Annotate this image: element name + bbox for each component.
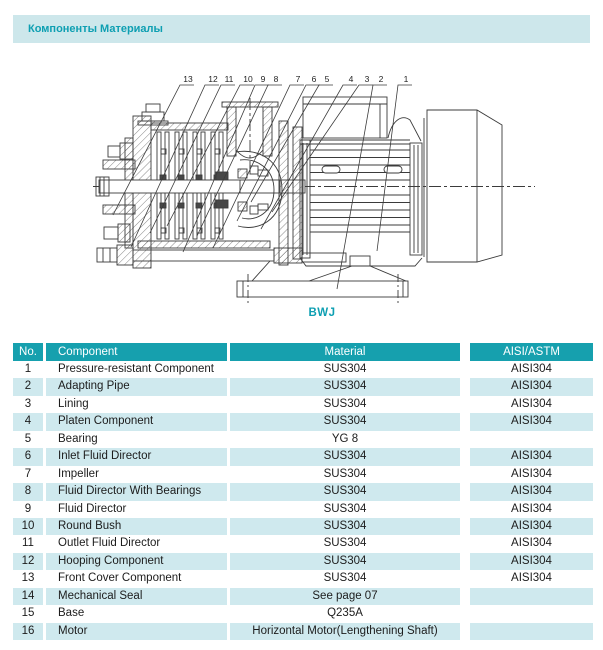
callout-number-10: 10 [243,74,253,84]
table-row [13,431,593,448]
cell-no: 3 [24,397,32,410]
cell-no: 2 [13,378,43,395]
table-body [13,361,593,640]
cell-component: Motor [46,623,227,640]
cell-component: Pressure-resistant Component [58,363,214,375]
cell-component: Bearing [58,432,98,445]
cell-component: Adapting Pipe [46,378,227,395]
cell-material: SUS304 [230,518,460,535]
table-row [13,535,593,552]
cell-material: SUS304 [323,537,367,550]
cell-aisi: AISI304 [511,363,552,375]
cell-no: 15 [21,607,35,620]
cell-aisi: AISI304 [511,397,552,410]
cell-component: Lining [58,397,89,410]
motor [300,97,422,266]
table-header-row [13,343,593,361]
table-row [13,588,593,605]
table-row [13,396,593,413]
callout-number-1: 1 [403,74,409,84]
callout-number-12: 12 [208,74,218,84]
col-header-component: Component [46,343,227,361]
cell-component: Hooping Component [46,553,227,570]
cell-component: Impeller [58,467,99,480]
cell-no: 14 [13,588,43,605]
callout-number-7: 7 [295,74,301,84]
cell-no: 1 [24,363,32,375]
pump-diagram [0,43,603,305]
cell-aisi: AISI304 [470,448,593,465]
cell-component: Fluid Director [58,502,127,515]
callout-number-5: 5 [324,74,330,84]
table-row [13,361,593,378]
cell-material: SUS304 [323,502,367,515]
callout-number-4: 4 [348,74,354,84]
col-header-no: No. [13,343,43,361]
cell-component: Front Cover Component [58,572,182,585]
table-row [13,570,593,587]
cell-aisi: AISI304 [470,518,593,535]
table-row [13,483,593,500]
cell-aisi [470,623,593,640]
callout-line-2 [337,85,387,289]
cell-aisi: AISI304 [511,537,552,550]
callout-number-9: 9 [260,74,266,84]
cell-material: SUS304 [323,467,367,480]
table-row [13,378,593,395]
cell-component: Base [58,607,85,620]
table-row [13,413,593,430]
table-row [13,605,593,622]
cell-component: Mechanical Seal [46,588,227,605]
cell-material: YG 8 [331,432,359,445]
cell-material: SUS304 [230,553,460,570]
cell-aisi [470,588,593,605]
cell-component: Outlet Fluid Director [58,537,161,550]
cell-aisi [470,431,593,448]
cell-aisi: AISI304 [511,467,552,480]
table-row [13,623,593,640]
cell-material: SUS304 [323,397,367,410]
cell-aisi: AISI304 [511,572,552,585]
cell-material: SUS304 [323,363,367,375]
cell-no: 4 [13,413,43,430]
cell-material: Horizontal Motor(Lengthening Shaft) [230,623,460,640]
cell-material: SUS304 [230,448,460,465]
callout-number-8: 8 [273,74,279,84]
section-header-title: Компоненты Материалы [28,23,163,35]
cell-aisi: AISI304 [470,553,593,570]
cell-material: SUS304 [230,413,460,430]
callout-number-11: 11 [224,74,234,84]
fan-cover [424,110,502,262]
cell-material: SUS304 [323,572,367,585]
col-header-aisi: AISI/ASTM [470,343,593,361]
top-nut [138,104,168,125]
cell-component: Fluid Director With Bearings [46,483,227,500]
cell-aisi: AISI304 [470,378,593,395]
cell-no: 12 [13,553,43,570]
cell-no: 16 [13,623,43,640]
diagram-caption: BWJ [308,307,336,319]
cell-material: SUS304 [230,378,460,395]
cell-aisi: AISI304 [470,483,593,500]
callout-number-6: 6 [311,74,317,84]
pump-drawing [93,97,535,304]
cell-no: 5 [24,432,32,445]
cell-material: SUS304 [230,483,460,500]
cell-component: Round Bush [46,518,227,535]
cell-component: Inlet Fluid Director [46,448,227,465]
col-header-material: Material [230,343,460,361]
table-row [13,518,593,535]
table-row [13,466,593,483]
cell-aisi: AISI304 [470,413,593,430]
section-header [13,15,590,43]
cell-aisi [470,605,593,622]
table-row [13,553,593,570]
cell-no: 10 [13,518,43,535]
cell-no: 7 [24,467,32,480]
cell-aisi: AISI304 [511,502,552,515]
cell-material: Q235A [327,607,363,620]
callout-number-2: 2 [378,74,384,84]
callout-number-13: 13 [183,74,193,84]
cell-component: Platen Component [46,413,227,430]
cell-no: 13 [21,572,35,585]
cell-no: 9 [24,502,32,515]
table-row [13,448,593,465]
cell-material: See page 07 [230,588,460,605]
table-row [13,501,593,518]
callout-number-3: 3 [364,74,370,84]
cell-no: 8 [13,483,43,500]
materials-table [13,343,593,640]
cell-no: 6 [13,448,43,465]
cell-no: 11 [22,537,34,550]
